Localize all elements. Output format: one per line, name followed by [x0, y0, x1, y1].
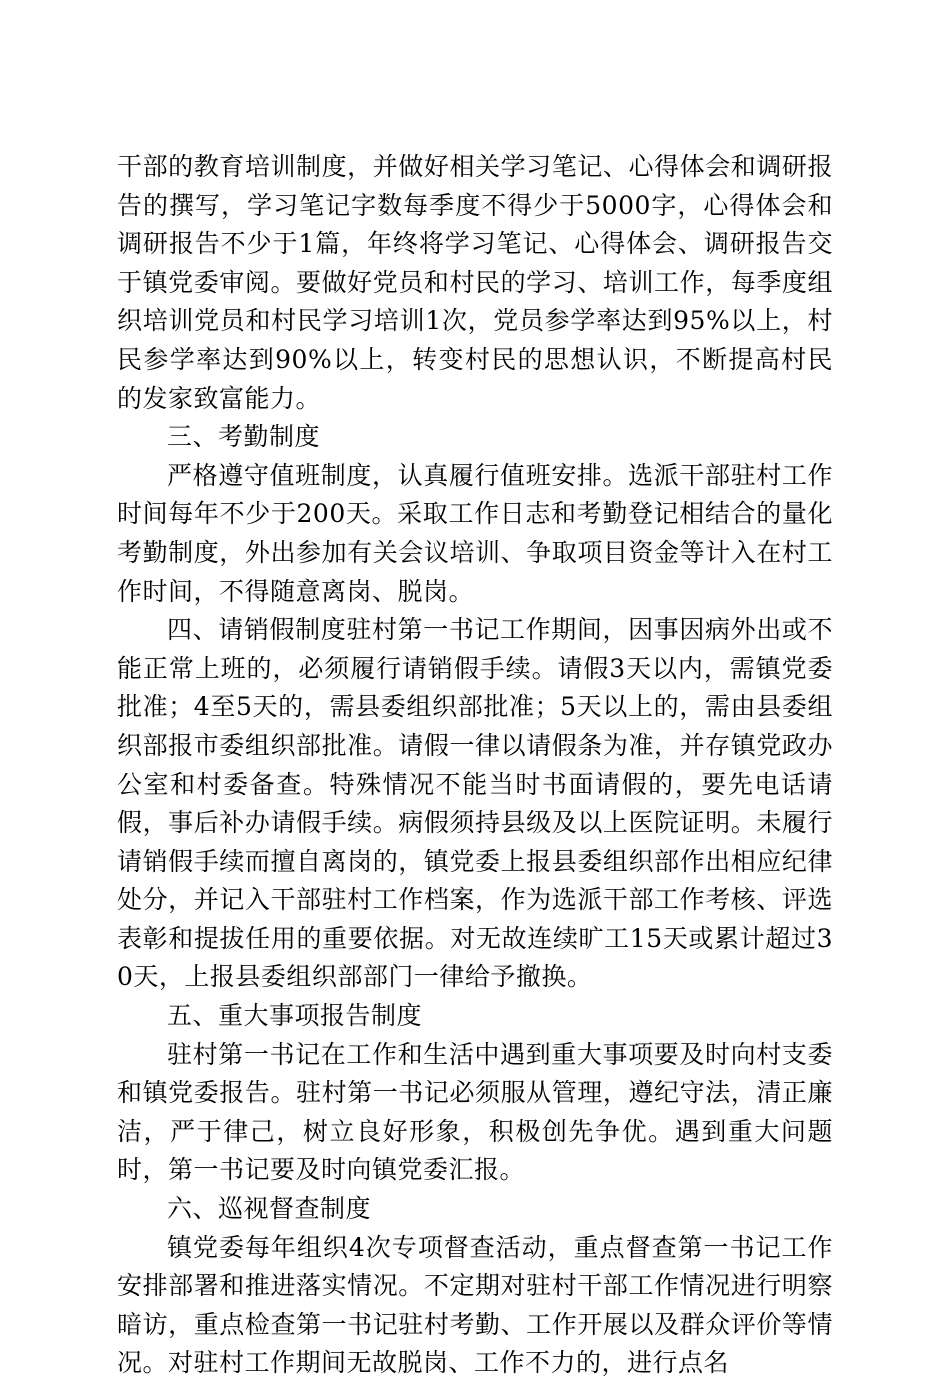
paragraph-training: 干部的教育培训制度，并做好相关学习笔记、心得体会和调研报告的撰写，学习笔记字数每季度不得少于5000字，心得体会和调研报告不少于1篇，年终将学习笔记、心得体会、调研报告交于镇党委审阅。要做好党员和村民的学习、培训工作，每季度组织培训党员和村民学习培训1次，党员参学率达到95%以上，村民参学率达到90%以上，转变村民的思想认识，不断提高村民的发家致富能力。 [117, 152, 833, 413]
section-heading-inspection: 六、巡视督查制度 [167, 1194, 372, 1224]
paragraph-leave-system: 四、请销假制度驻村第一书记工作期间，因事因病外出或不能正常上班的，必须履行请销假手续。请假3天以内，需镇党委批准；4至5天的，需县委组织部批准；5天以上的，需由县委组织部报市委组织部批准。请假一律以请假条为准，并存镇党政办公室和村委备查。特殊情况不能当时书面请假的，要先电话请假，事后补办请假手续。病假须持县级及以上医院证明。未履行请销假手续而擅自离岗的，镇党委上报县委组织部作出相应纪律处分，并记入干部驻村工作档案，作为选派干部工作考核、评选表彰和提拔任用的重要依据。对无故连续旷工15天或累计超过30天，上报县委组织部部门一律给予撤换。 [117, 615, 833, 992]
document-page [117, 148, 833, 1383]
paragraph-inspection: 镇党委每年组织4次专项督查活动，重点督查第一书记工作安排部署和推进落实情况。不定期对驻村干部工作情况进行明察暗访，重点检查第一书记驻村考勤、工作开展以及群众评价等情况。对驻村工作期间无故脱岗、工作不力的，进行点名 [117, 1232, 833, 1378]
paragraph-attendance: 严格遵守值班制度，认真履行值班安排。选派干部驻村工作时间每年不少于200天。采取工作日志和考勤登记相结合的量化考勤制度，外出参加有关会议培训、争取项目资金等计入在村工作时间，不得随意离岗、脱岗。 [117, 460, 833, 606]
section-heading-attendance: 三、考勤制度 [167, 422, 321, 452]
paragraph-major-matters: 驻村第一书记在工作和生活中遇到重大事项要及时向村支委和镇党委报告。驻村第一书记必须服从管理，遵纪守法，清正廉洁，严于律己，树立良好形象，积极创先争优。遇到重大问题时，第一书记要及时向镇党委汇报。 [117, 1039, 833, 1185]
section-heading-major-matters: 五、重大事项报告制度 [167, 1001, 423, 1031]
